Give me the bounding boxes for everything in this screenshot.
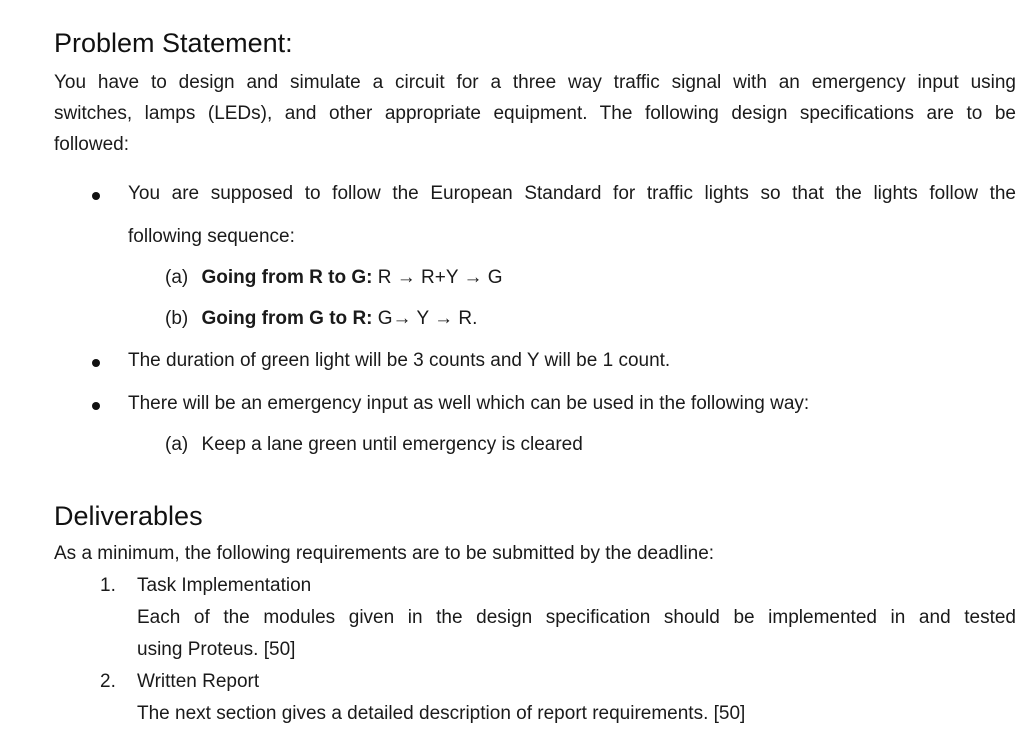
deliverable-1-heading: Task Implementation [137, 575, 312, 596]
bullet-1-line-2: following sequence: [128, 226, 295, 247]
sequence-a-marker: (a) [165, 267, 189, 288]
deliverables-intro: As a minimum, the following requirements are to be submitted by the deadline: [54, 543, 715, 564]
sequence-a-text: R → R+Y → G [377, 267, 503, 288]
deliverable-2-heading: Written Report [137, 671, 260, 692]
bullet-icon [92, 402, 100, 410]
deliverable-1-number: 1. [100, 575, 116, 596]
emergency-item-a [165, 429, 583, 461]
bullet-2-text: The duration of green light will be 3 counts and Y will be 1 count. [128, 350, 671, 371]
sequence-item-b [165, 303, 477, 335]
deliverable-1-desc-line-2: using Proteus. [50] [137, 639, 296, 660]
problem-intro-line-3: followed: [54, 134, 129, 155]
bullet-icon [92, 359, 100, 367]
sequence-b-text: G→ Y → R. [377, 308, 478, 329]
emergency-a-marker: (a) [165, 434, 189, 455]
bullet-3-text: There will be an emergency input as well which can be used in the following way: [128, 393, 810, 414]
deliverable-1-desc-line-1: Each of the modules given in the design specification should be implemented in and tested [137, 607, 1016, 628]
sequence-b-label: Going from G to R: [201, 308, 373, 329]
deliverable-2-desc-line-1: The next section gives a detailed description of report requirements. [50] [137, 703, 746, 724]
problem-statement-heading: Problem Statement: [54, 28, 293, 58]
deliverable-2-number: 2. [100, 671, 116, 692]
bullet-icon [92, 192, 100, 200]
sequence-b-marker: (b) [165, 308, 189, 329]
problem-intro-line-1: You have to design and simulate a circuit for a three way traffic signal with an emergency input using [54, 72, 1016, 93]
problem-intro-line-2: switches, lamps (LEDs), and other appropriate equipment. The following design specifications are to be [54, 103, 1016, 124]
sequence-a-label: Going from R to G: [201, 267, 373, 288]
emergency-a-text: Keep a lane green until emergency is cleared [201, 434, 583, 455]
deliverables-heading: Deliverables [54, 501, 203, 531]
sequence-item-a [165, 262, 503, 294]
bullet-1-line-1: You are supposed to follow the European Standard for traffic lights so that the lights follow the [128, 183, 1016, 204]
